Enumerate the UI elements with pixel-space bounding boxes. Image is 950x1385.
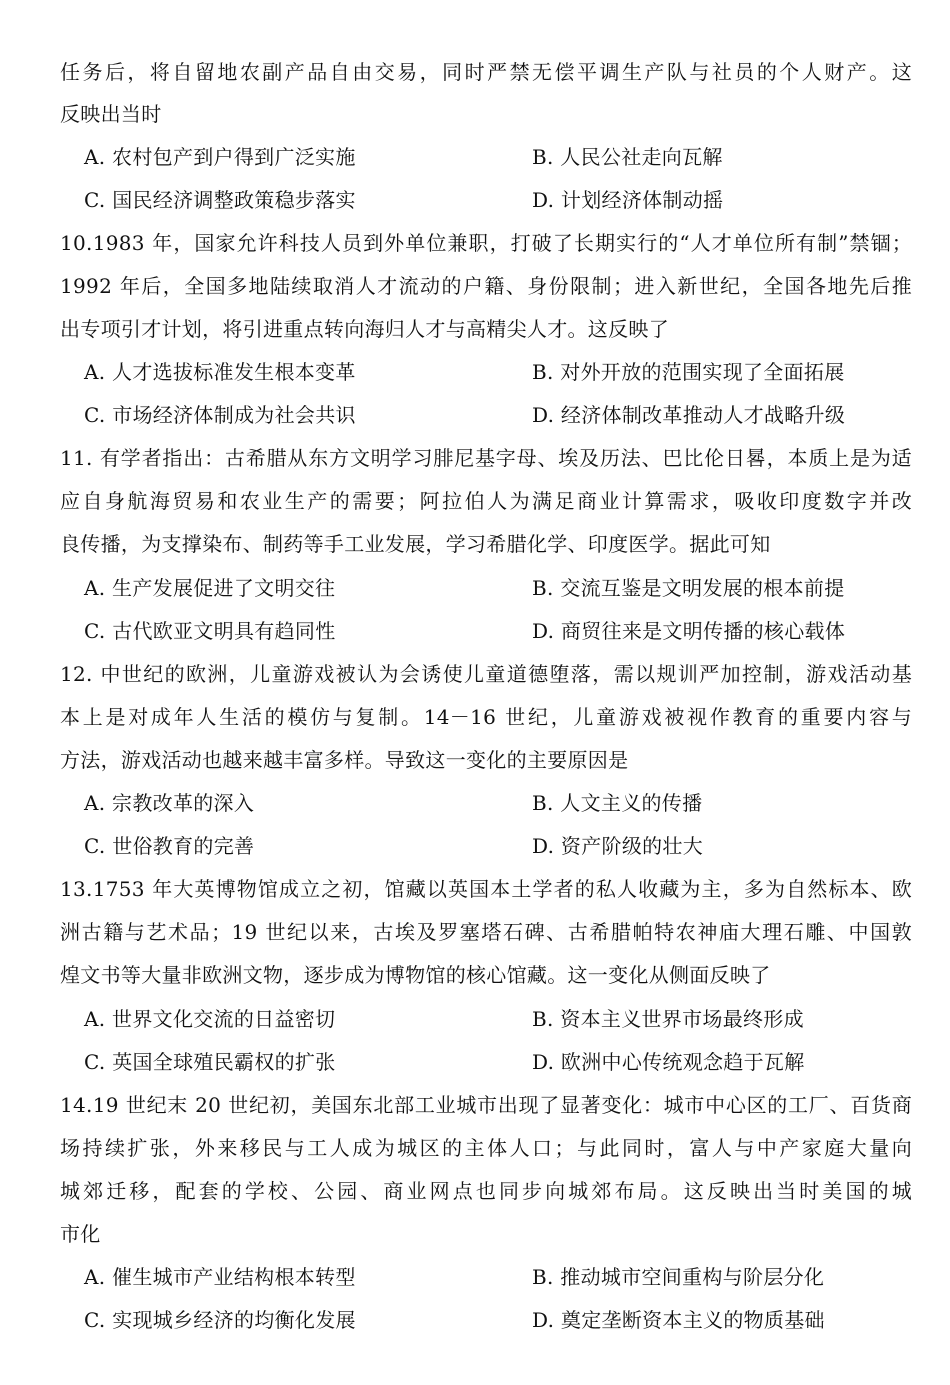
q13-option-c[interactable]: C. 英国全球殖民霸权的扩张 [84, 1050, 336, 1074]
q9-option-a[interactable]: A. 农村包产到户得到广泛实施 [84, 145, 356, 169]
q14-stem-line-3: 城郊迁移，配套的学校、公园、商业网点也同步向城郊布局。这反映出当时美国的城 [60, 1179, 912, 1203]
q11-option-c[interactable]: C. 古代欧亚文明具有趋同性 [84, 619, 336, 643]
q13-stem-line-3: 煌文书等大量非欧洲文物，逐步成为博物馆的核心馆藏。这一变化从侧面反映了 [60, 963, 771, 987]
q14-option-a[interactable]: A. 催生城市产业结构根本转型 [84, 1265, 356, 1289]
q11-option-a[interactable]: A. 生产发展促进了文明交往 [84, 576, 336, 600]
q10-option-c[interactable]: C. 市场经济体制成为社会共识 [84, 403, 356, 427]
q13-option-d[interactable]: D. 欧洲中心传统观念趋于瓦解 [532, 1050, 805, 1074]
q12-stem-line-3: 方法，游戏活动也越来越丰富多样。导致这一变化的主要原因是 [60, 748, 629, 772]
q14-stem-line-1: 14.19 世纪末 20 世纪初，美国东北部工业城市出现了显著变化：城市中心区的工厂、百货商 [60, 1093, 912, 1117]
q12-option-d[interactable]: D. 资产阶级的壮大 [532, 834, 704, 858]
q12-stem-line-2: 本上是对成年人生活的模仿与复制。14－16 世纪，儿童游戏被视作教育的重要内容与 [60, 705, 912, 729]
q13-stem-line-2: 洲古籍与艺术品；19 世纪以来，古埃及罗塞塔石碑、古希腊帕特农神庙大理石雕、中国敦 [60, 920, 912, 944]
q14-option-c[interactable]: C. 实现城乡经济的均衡化发展 [84, 1308, 356, 1332]
q11-stem-line-3: 良传播，为支撑染布、制药等手工业发展，学习希腊化学、印度医学。据此可知 [60, 532, 771, 556]
q10-option-a[interactable]: A. 人才选拔标准发生根本变革 [84, 360, 356, 384]
q9-option-b[interactable]: B. 人民公社走向瓦解 [532, 145, 723, 169]
q14-option-d[interactable]: D. 奠定垄断资本主义的物质基础 [532, 1308, 825, 1332]
q9-stem-line-2: 反映出当时 [60, 102, 162, 126]
q9-option-c[interactable]: C. 国民经济调整政策稳步落实 [84, 188, 356, 212]
q14-stem-line-2: 场持续扩张，外来移民与工人成为城区的主体人口；与此同时，富人与中产家庭大量向 [60, 1136, 912, 1160]
q11-option-d[interactable]: D. 商贸往来是文明传播的核心载体 [532, 619, 846, 643]
q13-option-b[interactable]: B. 资本主义世界市场最终形成 [532, 1007, 804, 1031]
q11-option-b[interactable]: B. 交流互鉴是文明发展的根本前提 [532, 576, 845, 600]
q13-option-a[interactable]: A. 世界文化交流的日益密切 [84, 1007, 336, 1031]
q10-stem-line-2: 1992 年后，全国多地陆续取消人才流动的户籍、身份限制；进入新世纪，全国各地先后推 [60, 274, 912, 298]
q10-stem-line-3: 出专项引才计划，将引进重点转向海归人才与高精尖人才。这反映了 [60, 317, 669, 341]
q13-stem-line-1: 13.1753 年大英博物馆成立之初，馆藏以英国本土学者的私人收藏为主，多为自然标本、欧 [60, 877, 912, 901]
q12-option-b[interactable]: B. 人文主义的传播 [532, 791, 703, 815]
q10-option-d[interactable]: D. 经济体制改革推动人才战略升级 [532, 403, 846, 427]
q10-option-b[interactable]: B. 对外开放的范围实现了全面拓展 [532, 360, 845, 384]
q12-stem-line-1: 12. 中世纪的欧洲，儿童游戏被认为会诱使儿童道德堕落，需以规训严加控制，游戏活动基 [60, 662, 912, 686]
q12-option-c[interactable]: C. 世俗教育的完善 [84, 834, 255, 858]
q10-stem-line-1: 10.1983 年，国家允许科技人员到外单位兼职，打破了长期实行的“人才单位所有制”禁锢； [60, 231, 912, 255]
q11-stem-line-2: 应自身航海贸易和农业生产的需要；阿拉伯人为满足商业计算需求，吸收印度数字并改 [60, 489, 912, 513]
q14-option-b[interactable]: B. 推动城市空间重构与阶层分化 [532, 1265, 825, 1289]
q12-option-a[interactable]: A. 宗教改革的深入 [84, 791, 255, 815]
q9-option-d[interactable]: D. 计划经济体制动摇 [532, 188, 724, 212]
q14-stem-line-4: 市化 [60, 1222, 101, 1246]
q11-stem-line-1: 11. 有学者指出：古希腊从东方文明学习腓尼基字母、埃及历法、巴比伦日晷，本质上是为适 [60, 446, 912, 470]
q9-stem-line-1: 任务后，将自留地农副产品自由交易，同时严禁无偿平调生产队与社员的个人财产。这 [60, 60, 912, 84]
